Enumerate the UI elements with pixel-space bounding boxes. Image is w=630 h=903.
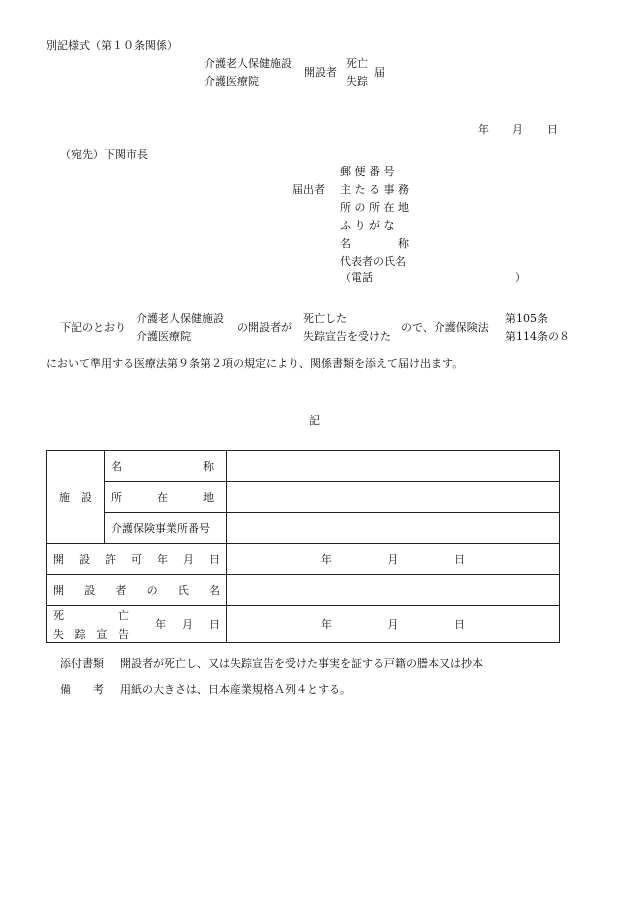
location-label-3: 地 [203, 491, 214, 504]
detail-table [46, 450, 560, 643]
applicant-office-label-1: 主 た る 事 務 [340, 183, 409, 196]
open-date-day: 日 [454, 553, 466, 566]
row-facility-name [47, 451, 560, 482]
body-missing: 失踪宣告を受けた [303, 330, 391, 343]
body-so: ので、介護保険法 [401, 321, 489, 334]
open-date-label-1: 開 [53, 553, 64, 566]
name-label-2: 称 [203, 460, 214, 473]
open-date-label-5: 年 [157, 553, 168, 566]
date-day: 日 [547, 123, 558, 136]
applicant-phone-close: ） [515, 271, 526, 284]
facility-location-value[interactable] [227, 482, 560, 513]
missing-label-3: 宣 [96, 627, 108, 641]
row-death-date [47, 606, 560, 643]
death-date-day: 日 [454, 618, 466, 631]
ymd-label-2: 月 [182, 618, 193, 631]
applicant-office-label-2: 所 の 所 在 地 [340, 201, 409, 214]
missing-label-2: 踪 [74, 627, 86, 641]
body-death: 死亡した [303, 312, 347, 325]
facility-label-cell [47, 451, 105, 544]
row-facility-location [47, 482, 560, 513]
founder-name-label-3: 者 [115, 584, 127, 597]
open-date-year: 年 [320, 553, 332, 566]
founder-name-label-1: 開 [53, 584, 64, 597]
ymd-label-3: 日 [209, 618, 220, 631]
open-date-label-cell [47, 544, 227, 575]
open-date-value[interactable] [227, 544, 560, 575]
title-report: 届 [374, 66, 385, 79]
form-reference: 別記様式（第１０条関係） [46, 39, 178, 52]
title-missing: 失踪 [346, 75, 368, 88]
death-date-year: 年 [320, 618, 332, 631]
missing-label-1: 失 [53, 627, 64, 641]
office-number-value[interactable] [227, 513, 560, 544]
founder-name-label-6: 名 [208, 584, 220, 597]
body-pre: 下記のとおり [60, 321, 126, 334]
open-date-label-3: 許 [105, 553, 116, 566]
founder-name-label-5: 氏 [177, 584, 189, 597]
applicant-label: 届出者 [292, 183, 325, 196]
applicant-furigana-label: ふ り が な [340, 219, 395, 232]
remarks-label: 備 考 [60, 683, 104, 696]
applicant-name-label-1: 名 [340, 237, 351, 250]
founder-name-label-cell [47, 575, 227, 606]
open-date-label-7: 日 [209, 553, 220, 566]
facility-label: 施 設 [59, 491, 92, 504]
title-facility-2: 介護医療院 [204, 75, 259, 88]
ymd-label-1: 年 [155, 618, 166, 631]
name-label-cell [105, 451, 227, 482]
body-line-2: において準用する医療法第９条第２項の規定により、関係書類を添えて届け出ます。 [46, 357, 464, 370]
facility-name-value[interactable] [227, 451, 560, 482]
attach-text: 開設者が死亡し、又は失踪宣告を受けた事実を証する戸籍の謄本又は抄本 [120, 657, 483, 670]
location-label-2: 在 [157, 491, 168, 504]
death-label-1: 死 [53, 608, 64, 622]
applicant-rep-label: 代表者の氏名 [340, 255, 406, 268]
applicant-name-label-2: 称 [398, 237, 409, 250]
office-no-label: 介護保険事業所番号 [111, 522, 210, 535]
death-date-value[interactable] [227, 606, 560, 643]
location-label-cell [105, 482, 227, 513]
date-month: 月 [512, 123, 523, 136]
missing-label-4: 告 [117, 627, 129, 641]
open-date-month: 月 [387, 553, 399, 566]
title-death: 死亡 [346, 57, 368, 70]
row-office-number [47, 513, 560, 544]
applicant-phone-open: （電話 [340, 271, 373, 284]
title-facility-1: 介護老人保健施設 [204, 57, 292, 70]
applicant-postal-label: 郵 便 番 号 [340, 165, 395, 178]
open-date-label-6: 月 [183, 553, 194, 566]
body-facility-1: 介護老人保健施設 [136, 312, 224, 325]
open-date-label-4: 可 [131, 553, 142, 566]
name-label-1: 名 [111, 460, 122, 473]
date-year: 年 [478, 123, 489, 136]
row-founder-name [47, 575, 560, 606]
founder-name-label-4: の [146, 584, 158, 597]
body-founder: の開設者が [237, 321, 292, 334]
remarks-text: 用紙の大きさは、日本産業規格Ａ列４とする。 [120, 683, 351, 696]
death-label-2: 亡 [118, 608, 129, 622]
open-date-label-2: 設 [79, 553, 90, 566]
row-open-date [47, 544, 560, 575]
body-article-1: 第105条 [505, 312, 548, 325]
founder-name-label-2: 設 [84, 584, 96, 597]
attach-label: 添付書類 [60, 657, 104, 670]
body-article-2: 第114条の８ [505, 330, 570, 343]
body-facility-2: 介護医療院 [136, 330, 191, 343]
addressee: （宛先）下関市長 [60, 148, 148, 161]
ki-heading: 記 [309, 414, 320, 427]
founder-name-value[interactable] [227, 575, 560, 606]
death-date-label-cell [47, 606, 227, 643]
death-date-month: 月 [387, 618, 399, 631]
title-founder: 開設者 [304, 66, 337, 79]
office-no-label-cell [105, 513, 227, 544]
location-label-1: 所 [111, 491, 122, 504]
